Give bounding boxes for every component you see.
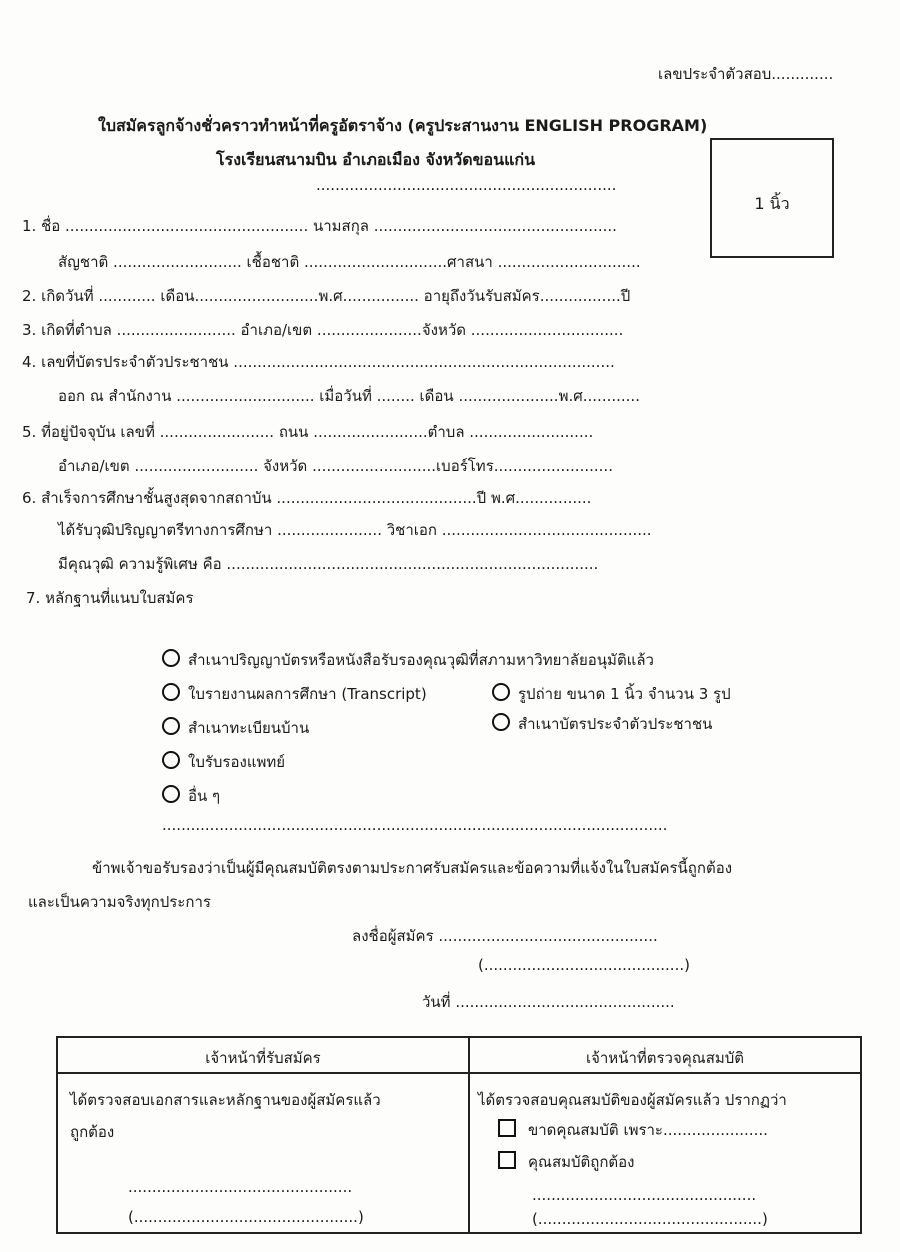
receiver-name-line[interactable]: (...............................................) <box>128 1208 364 1226</box>
title-rule: ............................................................... <box>316 176 617 194</box>
field-special-skills[interactable]: มีคุณวุฒิ ความรู้พิเศษ คือ .............................................................................. <box>58 555 599 573</box>
checkbox-square-icon[interactable] <box>498 1119 516 1137</box>
option-id-card-copy[interactable]: สำเนาบัตรประจำตัวประชาชน <box>492 712 712 736</box>
radio-circle-icon[interactable] <box>492 713 510 731</box>
exam-id-label: เลขประจำตัวสอบ............. <box>658 65 834 83</box>
field-id-number[interactable]: 4. เลขที่บัตรประจำตัวประชาชน ................................................................................ <box>22 353 615 371</box>
receiver-header: เจ้าหน้าที่รับสมัคร <box>205 1049 321 1067</box>
field-district-phone[interactable]: อำเภอ/เขต .......................... จังหวัด ..........................เบอร์โทร......................... <box>58 457 613 475</box>
option-degree-copy[interactable]: สำเนาปริญญาบัตรหรือหนังสือรับรองคุณวุฒิที่สภามหาวิทยาลัยอนุมัติแล้ว <box>162 648 654 672</box>
photo-size-label: 1 นิ้ว <box>754 194 790 213</box>
declaration-line-2: และเป็นความจริงทุกประการ <box>28 893 211 911</box>
field-id-issued[interactable]: ออก ณ สำนักงาน ............................. เมื่อวันที่ ........ เดือน .....................พ.ศ............ <box>58 387 640 405</box>
option-other[interactable]: อื่น ๆ <box>162 784 220 808</box>
receiver-note: ได้ตรวจสอบเอกสารและหลักฐานของผู้สมัครแล้ว <box>70 1091 381 1109</box>
field-degree[interactable]: ได้รับวุฒิปริญญาตรีทางการศึกษา ...................... วิชาเอก ............................................ <box>58 521 652 539</box>
declaration-line-1: ข้าพเจ้าขอรับรองว่าเป็นผู้มีคุณสมบัติตรงตามประกาศรับสมัครและข้อความที่แจ้งในใบสมัครนี้ถูกต้อง <box>92 859 733 877</box>
radio-circle-icon[interactable] <box>162 683 180 701</box>
checkbox-square-icon[interactable] <box>498 1151 516 1169</box>
field-nationality[interactable]: สัญชาติ ........................... เชื้อชาติ ..............................ศาสนา .............................. <box>58 253 641 271</box>
checker-note: ได้ตรวจสอบคุณสมบัติของผู้สมัครแล้ว ปรากฏว่า <box>478 1091 787 1109</box>
field-birthdate[interactable]: 2. เกิดวันที่ ............ เดือน..........................พ.ศ................ อายุถึงวันรับสมัคร.................ปี <box>22 287 631 305</box>
receiver-signature-line[interactable]: ............................................... <box>128 1178 353 1196</box>
radio-circle-icon[interactable] <box>162 649 180 667</box>
form-title: ใบสมัครลูกจ้างชั่วคราวทำหน้าที่ครูอัตราจ้าง (ครูประสานงาน ENGLISH PROGRAM) <box>98 116 708 135</box>
radio-circle-icon[interactable] <box>162 751 180 769</box>
checker-signature-line[interactable]: ............................................... <box>532 1186 757 1204</box>
option-medical-certificate[interactable]: ใบรับรองแพทย์ <box>162 750 285 774</box>
other-specify-line[interactable]: .......................................................................................................... <box>162 816 668 834</box>
radio-circle-icon[interactable] <box>162 717 180 735</box>
field-education[interactable]: 6. สำเร็จการศึกษาชั้นสูงสุดจากสถาบัน ..........................................ปี พ.ศ................ <box>22 489 592 507</box>
option-photo[interactable]: รูปถ่าย ขนาด 1 นิ้ว จำนวน 3 รูป <box>492 682 731 706</box>
official-use-table <box>56 1036 862 1234</box>
field-address[interactable]: 5. ที่อยู่ปัจจุบัน เลขที่ ........................ ถนน ........................ตำบล .......................... <box>22 423 594 441</box>
field-name[interactable]: 1. ชื่อ ................................................... นามสกุล ................................................... <box>22 217 617 235</box>
school-name: โรงเรียนสนามบิน อำเภอเมือง จังหวัดขอนแก่น <box>216 150 536 169</box>
attachments-heading: 7. หลักฐานที่แนบใบสมัคร <box>26 589 194 607</box>
receiver-note-correct: ถูกต้อง <box>70 1123 115 1141</box>
option-transcript[interactable]: ใบรายงานผลการศึกษา (Transcript) <box>162 682 427 706</box>
radio-circle-icon[interactable] <box>162 785 180 803</box>
applicant-printed-name[interactable]: (..........................................) <box>478 956 690 974</box>
radio-circle-icon[interactable] <box>492 683 510 701</box>
table-header-divider <box>58 1072 860 1074</box>
checkbox-qualified[interactable]: คุณสมบัติถูกต้อง <box>498 1150 635 1174</box>
applicant-signature[interactable]: ลงชื่อผู้สมัคร .............................................. <box>352 927 658 945</box>
photo-placeholder-box <box>710 138 834 258</box>
checker-header: เจ้าหน้าที่ตรวจคุณสมบัติ <box>585 1049 745 1067</box>
checkbox-unqualified[interactable]: ขาดคุณสมบัติ เพราะ...................... <box>498 1118 768 1142</box>
checker-name-line[interactable]: (...............................................) <box>532 1210 768 1228</box>
field-birthplace[interactable]: 3. เกิดที่ตำบล ......................... อำเภอ/เขต ......................จังหวัด ................................ <box>22 321 624 339</box>
application-date[interactable]: วันที่ .............................................. <box>422 993 675 1011</box>
option-house-registration[interactable]: สำเนาทะเบียนบ้าน <box>162 716 309 740</box>
